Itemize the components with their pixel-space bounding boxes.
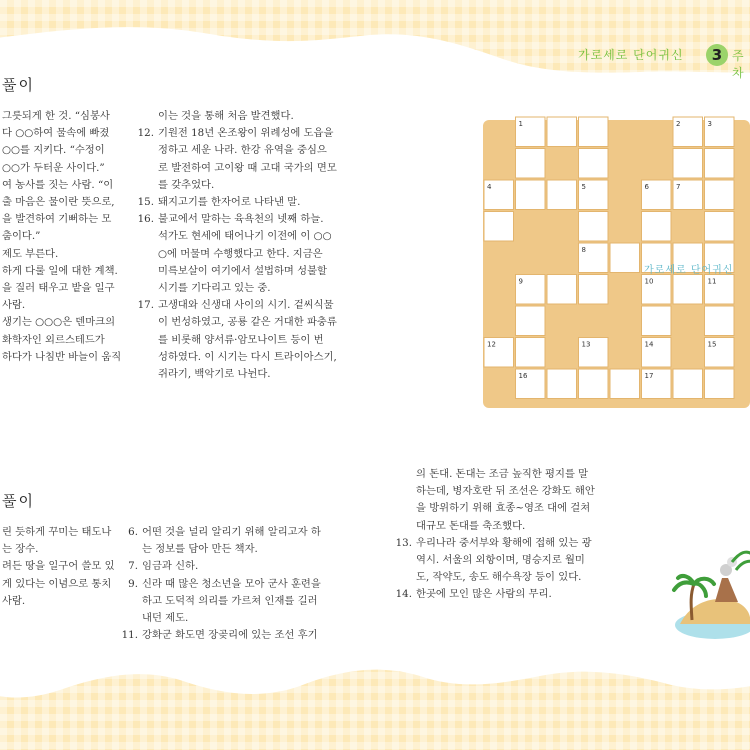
clue-text: 화학자인 외르스테드가 (2, 333, 105, 346)
cell-number: 10 (644, 277, 654, 286)
clue-text: 내던 제도. (142, 612, 189, 625)
clue-line (136, 160, 337, 177)
clue-line (120, 558, 321, 575)
grid-cell[interactable] (705, 149, 735, 179)
clue-line (136, 280, 337, 297)
clue-text: 쥐라기, 백악기로 나뉜다. (158, 368, 271, 381)
grid-cell[interactable] (547, 369, 577, 399)
clue-line (136, 142, 337, 159)
grid-cell[interactable] (610, 243, 640, 273)
clue-line (136, 211, 337, 228)
cell-number: 15 (707, 340, 717, 349)
grid-cell[interactable] (610, 369, 640, 399)
grid-cell[interactable] (547, 117, 577, 147)
clue-text: 도, 작약도, 송도 해수욕장 등이 있다. (416, 571, 582, 584)
clue-line (136, 263, 337, 280)
grid-cell[interactable] (579, 117, 609, 147)
clue-line (136, 297, 337, 314)
clue-text: 을 방위하기 위해 효종~영조 대에 걸쳐 (416, 502, 591, 515)
clue-text: 여 농사를 짓는 사람. “이 (2, 178, 114, 191)
clue-text: 게 있다는 이념으로 통치 (2, 577, 112, 590)
clue-line (2, 211, 121, 228)
clue-text: 하고 도덕적 의리를 가르쳐 인재를 길러 (142, 594, 318, 607)
clue-line (136, 177, 337, 194)
clue-number: 11. (121, 629, 138, 642)
clue-text: 임금과 신하. (142, 560, 199, 573)
clue-text: 하는데, 병자호란 뒤 조선은 강화도 해안 (416, 485, 595, 498)
clue-text: 불교에서 말하는 육욕천의 넷째 하늘. (158, 213, 324, 226)
clue-text: 이 번성하였고, 공룡 같은 거대한 파충류 (158, 316, 337, 329)
down-clues-left (2, 524, 115, 610)
clue-text: 미륵보살이 여기에서 설법하며 성불할 (158, 264, 327, 277)
clue-line (120, 593, 321, 610)
clue-number: 6. (128, 526, 138, 538)
clue-text: 한곳에 모인 많은 사람의 무리. (416, 588, 552, 601)
clue-text: 출 마음은 물이란 뜻으로, (2, 196, 115, 209)
clue-line (2, 558, 115, 575)
grid-cell[interactable] (516, 306, 546, 336)
clue-line (2, 194, 121, 211)
clue-text: 다 ○○하여 물속에 빠졌 (2, 127, 110, 140)
cell-number: 14 (644, 340, 654, 349)
clue-text: 생기는 ○○○은 덴마크의 (2, 316, 116, 329)
clue-text: 는 장수. (2, 543, 39, 556)
cell-number: 5 (581, 183, 586, 191)
clue-text: 정하고 세운 나라. 한강 유역을 중심으 (158, 144, 327, 157)
clue-line (394, 518, 595, 535)
clue-text: 대규모 돈대를 축조했다. (416, 519, 526, 532)
clue-text: ○○가 두터운 사이다.” (2, 161, 105, 174)
clue-line (120, 576, 321, 593)
clue-line (2, 160, 121, 177)
clue-text: 하다가 나침반 바늘이 움직 (2, 350, 122, 363)
across-heading: 풀이 (2, 76, 35, 94)
clue-line (136, 332, 337, 349)
cell-number: 12 (487, 340, 496, 349)
grid-cell[interactable] (579, 149, 609, 179)
down-heading: 풀이 (2, 492, 35, 510)
cell-number: 1 (518, 120, 523, 128)
clue-text: ○○를 지키다. “수정이 (2, 144, 105, 157)
grid-cell[interactable] (516, 338, 546, 368)
clue-text: 하게 다룰 일에 대한 계책. (2, 264, 118, 277)
grid-cell[interactable] (547, 180, 577, 210)
clue-text: 을 발견하여 기뻐하는 모 (2, 213, 112, 226)
clue-text: ○에 머물며 수행했다고 한다. 지금은 (158, 247, 323, 260)
grid-cell[interactable] (642, 306, 672, 336)
clue-text: 려든 땅을 일구어 쓸모 있 (2, 560, 115, 573)
clue-line (136, 125, 337, 142)
clue-text: 을 질러 태우고 밭을 일구 (2, 282, 115, 295)
clue-number: 12. (137, 127, 154, 140)
section-label: 가로세로 단어귀신 (578, 48, 684, 62)
clue-line (120, 524, 321, 541)
clue-line (394, 466, 595, 483)
grid-cell[interactable] (705, 369, 735, 399)
across-clues-left (2, 108, 121, 366)
clue-text: 사람. (2, 299, 26, 312)
clue-text: 의 돈대. 돈대는 조금 높직한 평지를 말 (416, 468, 589, 480)
clue-line (2, 142, 121, 159)
clue-line (2, 297, 121, 314)
clue-line (2, 263, 121, 280)
clue-line (136, 246, 337, 263)
clue-text: 강화군 화도면 장곶리에 있는 조선 후기 (142, 629, 318, 642)
clue-line (2, 349, 121, 366)
clue-line (136, 108, 337, 125)
grid-overlay-label: 가로세로 단어귀신 (644, 265, 734, 276)
clue-line (136, 194, 337, 211)
clue-text: 로 발전하여 고이왕 때 고대 국가의 면모 (158, 161, 337, 174)
clue-line (394, 569, 595, 586)
clue-text: 사람. (2, 594, 26, 607)
clue-line (394, 586, 595, 603)
clue-line (394, 500, 595, 517)
clue-text: 그릇되게 한 것. “심봉사 (2, 110, 110, 122)
clue-line (120, 627, 321, 644)
grid-cell[interactable] (484, 212, 514, 242)
chapter-label-tail: 주차 (732, 49, 744, 80)
clue-number: 7. (128, 560, 138, 573)
grid-cell[interactable] (516, 180, 546, 210)
clue-text: 린 듯하게 꾸미는 태도나 (2, 526, 112, 538)
grid-cell[interactable] (705, 180, 735, 210)
down-clues-middle (120, 524, 321, 644)
clue-line (394, 483, 595, 500)
clue-line (2, 177, 121, 194)
chapter-number-badge: 3 (706, 44, 728, 66)
grid-cell[interactable] (516, 149, 546, 179)
cell-number: 3 (707, 120, 712, 128)
clue-text: 성하였다. 이 시기는 다시 트라이아스기, (158, 350, 337, 363)
clue-text: 를 비롯해 양서류·암모나이트 등이 번 (158, 333, 324, 346)
island-illustration (660, 540, 750, 650)
cell-number: 9 (518, 277, 523, 286)
cell-number: 7 (676, 183, 681, 191)
clue-line (2, 576, 115, 593)
grid-cell[interactable] (705, 212, 735, 242)
clue-text: 이는 것을 통해 처음 발견했다. (158, 110, 294, 122)
across-clues-right (136, 108, 337, 383)
clue-text: 를 갖추었다. (158, 178, 215, 191)
clue-number: 14. (395, 588, 412, 601)
clue-line (2, 332, 121, 349)
clue-line (2, 246, 121, 263)
clue-number: 9. (128, 577, 138, 590)
grid-cell[interactable] (579, 369, 609, 399)
cell-number: 2 (676, 120, 681, 128)
clue-line (2, 228, 121, 245)
cell-number: 4 (487, 183, 492, 191)
clue-text: 춤이다.” (2, 230, 41, 243)
clue-text: 신라 때 많은 청소년을 모아 군사 훈련을 (142, 577, 321, 590)
clue-number: 17. (137, 299, 154, 312)
clue-text: 기원전 18년 온조왕이 위례성에 도읍을 (158, 127, 334, 140)
cell-number: 16 (518, 372, 528, 380)
cell-number: 6 (644, 183, 649, 191)
grid-cell[interactable] (579, 275, 609, 305)
grid-cell[interactable] (673, 275, 703, 305)
clue-line (136, 228, 337, 245)
clue-line (136, 314, 337, 331)
clue-line (136, 349, 337, 366)
clue-line (120, 610, 321, 627)
clue-line (2, 541, 115, 558)
cell-number: 8 (581, 246, 586, 254)
clue-line (2, 524, 115, 541)
clue-text: 역시. 서울의 외항이며, 명승지로 월미 (416, 554, 585, 567)
clue-text: 돼지고기를 한자어로 나타낸 말. (158, 196, 301, 209)
clue-line (2, 314, 121, 331)
clue-number: 15. (137, 196, 154, 209)
clue-number: 16. (137, 213, 154, 226)
clue-line (120, 541, 321, 558)
clue-line (394, 535, 595, 552)
clue-text: 어떤 것을 널리 알리기 위해 알리고자 하 (142, 526, 321, 538)
clue-line (2, 593, 115, 610)
clue-line (136, 366, 337, 383)
grid-cell[interactable] (673, 149, 703, 179)
down-clues-right (394, 466, 595, 604)
clue-line (394, 552, 595, 569)
clue-text: 우리나라 중서부와 황해에 접해 있는 광 (416, 536, 592, 549)
clue-text: 석가도 현세에 태어나기 이전에 이 ○○ (158, 230, 332, 243)
clue-line (2, 280, 121, 297)
cell-number: 17 (644, 372, 654, 380)
grid-cell[interactable] (642, 212, 672, 242)
clue-text: 제도 부른다. (2, 247, 59, 260)
clue-number: 13. (395, 536, 412, 549)
grid-cell[interactable] (673, 369, 703, 399)
clue-line (2, 125, 121, 142)
cell-number: 11 (707, 277, 717, 286)
cell-number: 13 (581, 340, 591, 349)
clue-text: 고생대와 신생대 사이의 시기. 겉씨식물 (158, 299, 334, 312)
grid-cell[interactable] (705, 306, 735, 336)
clue-text: 는 정보를 담아 만든 책자. (142, 543, 258, 556)
clue-line (2, 108, 121, 125)
grid-cell[interactable] (579, 212, 609, 242)
clue-text: 시기를 기다리고 있는 중. (158, 282, 271, 295)
grid-cell[interactable] (547, 275, 577, 305)
